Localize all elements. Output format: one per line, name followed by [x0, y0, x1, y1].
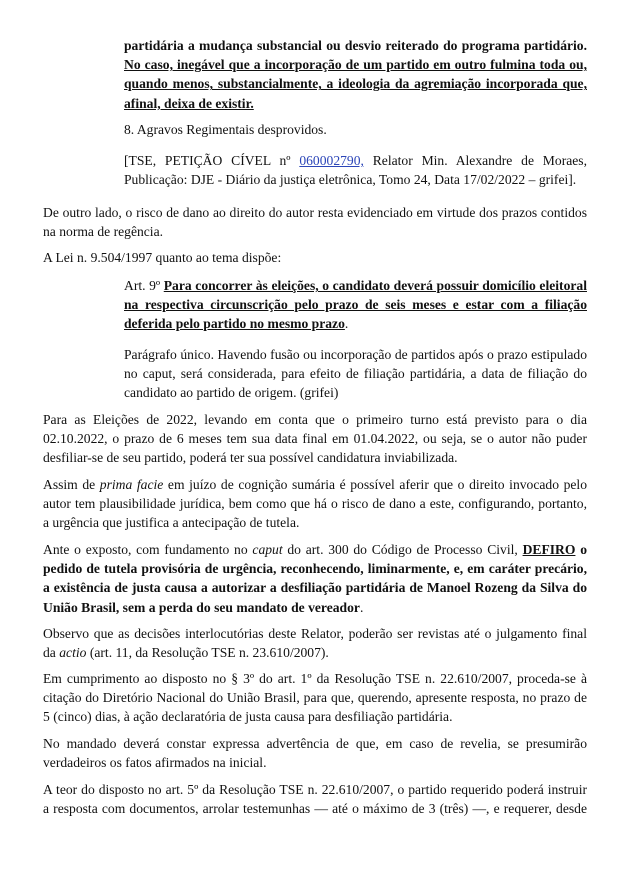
latin-term: caput — [252, 542, 283, 557]
paragraph-line: No mandado deverá constar expressa advertência de que, em caso de revelia, se presumirão — [43, 736, 587, 751]
paragraph-line: autor tem plausibilidade jurídica, bem como que há o risco de dano a este, configurando, portanto, — [43, 496, 587, 512]
paragraph-line — [43, 475, 587, 494]
paragraph-line — [43, 540, 587, 559]
paragraph-line: 02.10.2022, o prazo de 6 meses tem sua data final em 01.04.2022, ou seja, se o autor não puder — [43, 431, 587, 447]
paragraph-observo — [43, 624, 587, 662]
text-run: da — [43, 645, 56, 661]
citation-suffix: Relator Min. Alexandre de Moraes, — [372, 153, 587, 168]
quote-line: no caput, será considerada, para efeito de filiação partidária, a data de filiação do — [124, 366, 587, 382]
paragraph-risco — [43, 203, 587, 241]
paragraph-decision — [43, 540, 587, 617]
jurisprudence-quote — [124, 36, 587, 113]
text-run: o — [580, 542, 587, 557]
art-9-text: deferida pelo partido no mesmo prazo — [124, 316, 345, 332]
art-9-quote — [124, 276, 587, 334]
text-run: (art. 11, da Resolução TSE n. 23.610/2007). — [89, 645, 329, 661]
paragraph-line — [43, 643, 587, 662]
paragraph-line: na norma de regência. — [43, 224, 164, 240]
latin-term: actio — [59, 645, 87, 661]
paragraph-eleicoes — [43, 410, 587, 468]
paragrafo-unico-quote — [124, 345, 587, 403]
latin-term: prima facie — [99, 477, 164, 492]
defiro-verdict: DEFIRO — [522, 542, 576, 557]
paragraph-teor — [43, 780, 587, 818]
quote-line: Parágrafo único. Havendo fusão ou incorporação de partidos após o prazo estipulado — [124, 347, 587, 362]
paragraph-prima-facie — [43, 475, 587, 533]
text-run: em juízo de cognição sumária é possível aferir que o direito invocado pelo — [167, 477, 587, 492]
art-9-text: na respectiva circunscrição pelo prazo de seis meses e estar com a filiação — [124, 297, 587, 313]
paragraph-line: A teor do disposto no art. 5º da Resolução TSE n. 22.610/2007, o partido requerido poderá instruir — [43, 782, 587, 797]
quote-item-8: 8. Agravos Regimentais desprovidos. — [124, 122, 327, 137]
citation-block — [124, 151, 587, 189]
paragraph-lei: A Lei n. 9.504/1997 quanto ao tema dispõe: — [43, 250, 282, 265]
citation-line — [124, 151, 587, 170]
quote-line-emphasis: afinal, deixa de existir. — [124, 95, 254, 111]
text-run: Ante o exposto, com fundamento no — [43, 542, 248, 557]
paragraph-line: a resposta com documentos, arrolar testemunhas — até o máximo de 3 (três) —, e requerer, desde — [43, 801, 587, 817]
paragraph-cumprimento — [43, 669, 587, 727]
citation-publication: Publicação: DJE - Diário da justiça eletrônica, Tomo 24, Data 17/02/2022 – grifei]. — [124, 172, 577, 188]
quote-line: candidato ao partido de origem. (grifei) — [124, 385, 339, 401]
paragraph-line: Observo que as decisões interlocutórias deste Relator, poderão ser revistas até o julgamento final — [43, 626, 587, 641]
paragraph-line: citação do Diretório Nacional do União Brasil, para que, querendo, apresente resposta, no prazo de — [43, 690, 587, 706]
art-9-text: Para concorrer às eleições, o candidato deverá possuir domicílio eleitoral — [163, 278, 587, 293]
text-run: Assim de — [43, 477, 96, 492]
decision-line — [43, 598, 587, 617]
art-9-line — [124, 276, 587, 295]
decision-end: . — [359, 599, 364, 615]
paragraph-line: De outro lado, o risco de dano ao direito do autor resta evidenciado em virtude dos prazos contidos — [43, 205, 587, 220]
paragraph-mandado — [43, 734, 587, 772]
paragraph-line: Para as Eleições de 2022, levando em conta que o primeiro turno está previsto para o dia — [43, 412, 587, 427]
paragraph-line: Em cumprimento ao disposto no § 3º do art. 1º da Resolução TSE n. 22.610/2007, proceda-se à — [43, 671, 587, 686]
decision-line: a existência de justa causa a autorizar a desfiliação partidária de Manoel Rozeng da Silva do — [43, 580, 587, 596]
quote-line-emphasis: quando menos, substancialmente, a ideologia da agremiação incorporada que, — [124, 76, 587, 92]
paragraph-line: a urgência que justifica a antecipação de tutela. — [43, 515, 300, 531]
text-run: do art. 300 do Código de Processo Civil, — [287, 542, 518, 557]
paragraph-line: desfiliar-se de seu partido, poderá ter sua possível candidatura inviabilizada. — [43, 450, 458, 466]
decision-text: União Brasil, sem a perda do seu mandato de vereador — [43, 599, 360, 615]
art-9-end: . — [344, 316, 349, 332]
decision-line: pedido de tutela provisória de urgência, reconhecendo, liminarmente, e, em caráter precário, — [43, 561, 587, 577]
paragraph-line: verdadeiros os fatos afirmados na inicial. — [43, 755, 267, 771]
quote-line: partidária a mudança substancial ou desvio reiterado do programa partidário. — [124, 38, 587, 53]
art-9-label: Art. 9º — [124, 278, 161, 293]
paragraph-line: 5 (cinco) dias, à ação declaratória de justa causa para desfiliação partidária. — [43, 709, 453, 725]
quote-line-emphasis: No caso, inegável que a incorporação de um partido em outro fulmina toda ou, — [124, 57, 587, 73]
petition-number-link[interactable]: 060002790, — [299, 153, 364, 168]
citation-prefix: [TSE, PETIÇÃO CÍVEL nº — [124, 153, 291, 168]
art-9-line — [124, 314, 587, 333]
